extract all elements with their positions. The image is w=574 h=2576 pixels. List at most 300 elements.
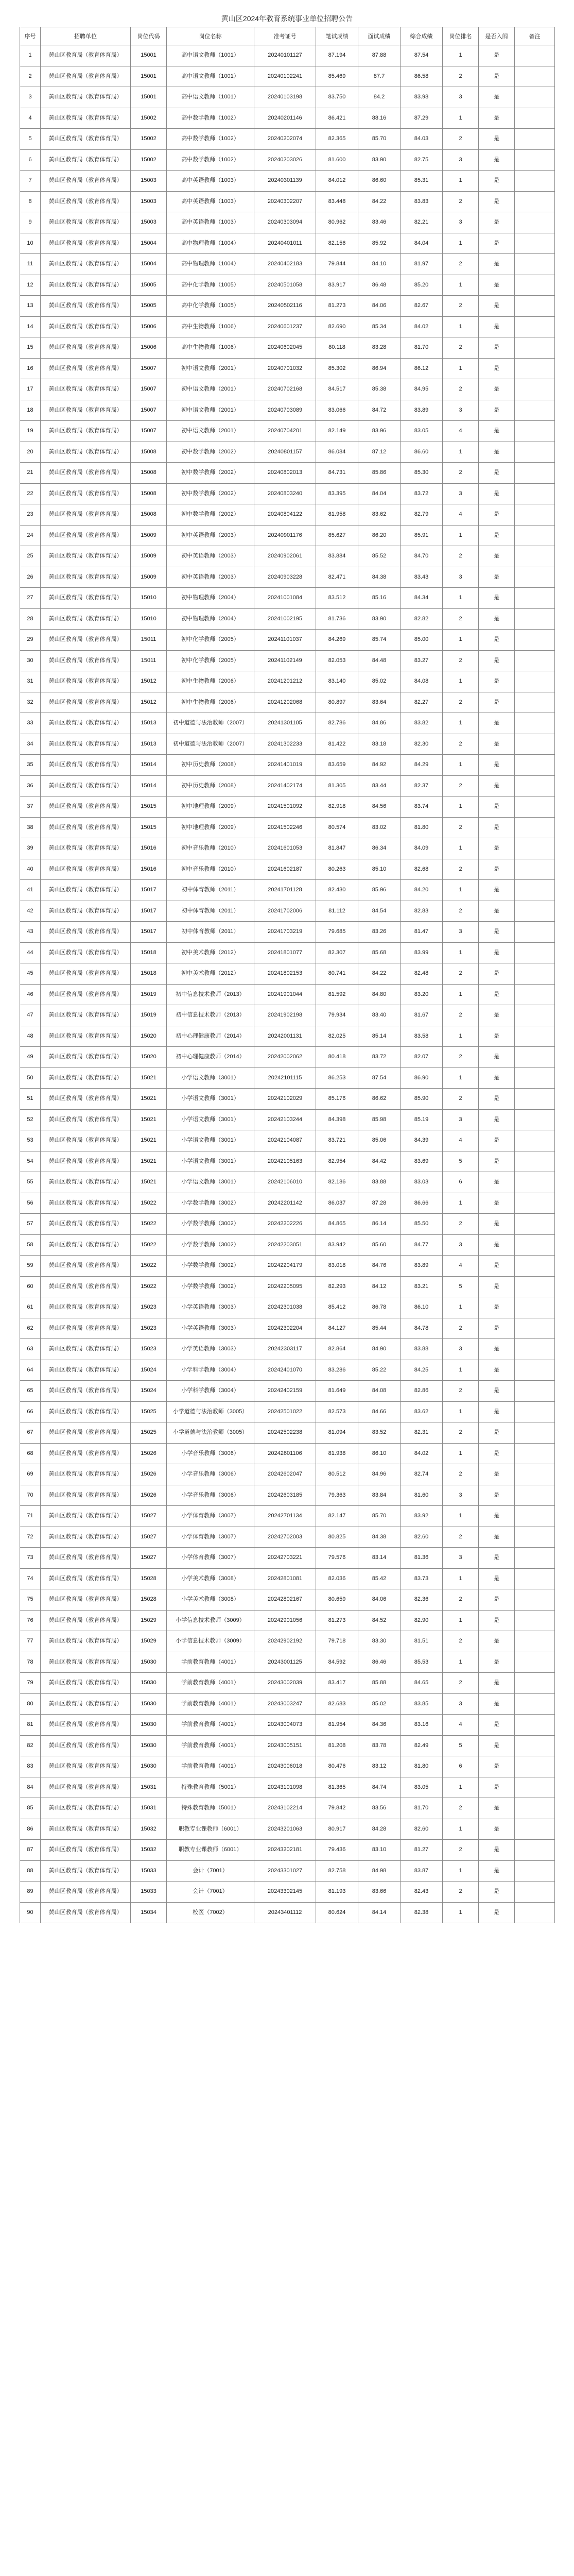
cell-no: 26 (20, 567, 41, 588)
cell-code: 15005 (131, 275, 167, 296)
cell-code: 15023 (131, 1339, 167, 1360)
cell-code: 15004 (131, 233, 167, 254)
header-rank: 岗位排名 (443, 27, 479, 45)
cell-status: 是 (479, 1172, 515, 1193)
cell-code: 15003 (131, 212, 167, 233)
table-row (20, 922, 555, 943)
cell-post: 初中信息技术教师（2013） (167, 1005, 254, 1026)
cell-interview: 85.22 (358, 1360, 401, 1381)
cell-exam-no: 20240402183 (254, 254, 316, 275)
cell-written: 82.186 (316, 1172, 358, 1193)
cell-rank: 1 (443, 525, 479, 546)
cell-no: 53 (20, 1130, 41, 1151)
cell-post: 高中数学教师（1002） (167, 108, 254, 129)
cell-note (515, 901, 555, 922)
cell-rank: 4 (443, 1715, 479, 1736)
cell-written: 83.018 (316, 1256, 358, 1277)
table-row (20, 880, 555, 901)
cell-written: 82.573 (316, 1401, 358, 1422)
cell-exam-no: 20243004073 (254, 1715, 316, 1736)
cell-rank: 2 (443, 1214, 479, 1235)
table-row (20, 1089, 555, 1110)
cell-rank: 2 (443, 608, 479, 630)
cell-status: 是 (479, 525, 515, 546)
cell-post: 初中心理健康教师（2014） (167, 1026, 254, 1047)
cell-post: 小学语文教师（3001） (167, 1151, 254, 1172)
cell-no: 31 (20, 671, 41, 692)
score-table (20, 27, 555, 1923)
cell-code: 15012 (131, 692, 167, 713)
cell-interview: 86.78 (358, 1297, 401, 1318)
cell-total: 85.91 (401, 525, 443, 546)
cell-note (515, 1297, 555, 1318)
cell-code: 15021 (131, 1089, 167, 1110)
cell-total: 87.29 (401, 108, 443, 129)
cell-no: 33 (20, 713, 41, 734)
cell-code: 15032 (131, 1840, 167, 1861)
cell-exam-no: 20241202068 (254, 692, 316, 713)
cell-code: 15028 (131, 1589, 167, 1611)
cell-written: 83.721 (316, 1130, 358, 1151)
cell-exam-no: 20242201142 (254, 1193, 316, 1214)
cell-code: 15033 (131, 1860, 167, 1882)
cell-exam-no: 20240803240 (254, 483, 316, 504)
cell-code: 15023 (131, 1318, 167, 1339)
cell-code: 15025 (131, 1401, 167, 1422)
cell-post: 初中美术教师（2012） (167, 963, 254, 985)
cell-post: 初中音乐教师（2010） (167, 838, 254, 859)
cell-exam-no: 20242502238 (254, 1422, 316, 1444)
cell-note (515, 463, 555, 484)
cell-rank: 2 (443, 1089, 479, 1110)
cell-exam-no: 20240103198 (254, 87, 316, 108)
cell-code: 15015 (131, 817, 167, 838)
cell-interview: 85.16 (358, 588, 401, 609)
cell-no: 35 (20, 755, 41, 776)
cell-note (515, 483, 555, 504)
cell-interview: 84.04 (358, 483, 401, 504)
cell-total: 82.60 (401, 1819, 443, 1840)
cell-code: 15018 (131, 963, 167, 985)
cell-rank: 1 (443, 1506, 479, 1527)
cell-unit: 黄山区教育局（教育体育局） (41, 1005, 131, 1026)
cell-post: 会计（7001） (167, 1860, 254, 1882)
cell-unit: 黄山区教育局（教育体育局） (41, 1297, 131, 1318)
cell-note (515, 1568, 555, 1589)
cell-code: 15026 (131, 1443, 167, 1464)
cell-no: 13 (20, 296, 41, 317)
cell-rank: 1 (443, 630, 479, 651)
cell-written: 83.512 (316, 588, 358, 609)
cell-status: 是 (479, 1902, 515, 1923)
header-code: 岗位代码 (131, 27, 167, 45)
cell-code: 15014 (131, 775, 167, 796)
cell-code: 15033 (131, 1882, 167, 1903)
cell-no: 22 (20, 483, 41, 504)
table-header-row (20, 27, 555, 45)
cell-no: 84 (20, 1777, 41, 1798)
cell-interview: 83.10 (358, 1840, 401, 1861)
cell-exam-no: 20242303117 (254, 1339, 316, 1360)
cell-status: 是 (479, 442, 515, 463)
cell-no: 11 (20, 254, 41, 275)
cell-written: 84.517 (316, 379, 358, 400)
cell-interview: 84.90 (358, 1339, 401, 1360)
cell-total: 84.04 (401, 233, 443, 254)
cell-written: 80.659 (316, 1589, 358, 1611)
cell-no: 79 (20, 1673, 41, 1694)
cell-rank: 3 (443, 1548, 479, 1569)
cell-exam-no: 20240303094 (254, 212, 316, 233)
cell-no: 74 (20, 1568, 41, 1589)
table-body (20, 45, 555, 1923)
cell-no: 56 (20, 1193, 41, 1214)
cell-interview: 85.98 (358, 1109, 401, 1130)
cell-code: 15007 (131, 421, 167, 442)
cell-code: 15031 (131, 1798, 167, 1819)
cell-unit: 黄山区教育局（教育体育局） (41, 671, 131, 692)
cell-code: 15030 (131, 1756, 167, 1777)
table-row (20, 567, 555, 588)
cell-exam-no: 20242501022 (254, 1401, 316, 1422)
cell-code: 15007 (131, 400, 167, 421)
table-row (20, 1840, 555, 1861)
cell-post: 小学体育教师（3007） (167, 1506, 254, 1527)
cell-no: 86 (20, 1819, 41, 1840)
cell-note (515, 1089, 555, 1110)
cell-interview: 83.44 (358, 775, 401, 796)
cell-status: 是 (479, 1026, 515, 1047)
cell-no: 60 (20, 1276, 41, 1297)
cell-post: 小学语文教师（3001） (167, 1089, 254, 1110)
cell-status: 是 (479, 1798, 515, 1819)
cell-no: 37 (20, 796, 41, 818)
cell-exam-no: 20242202226 (254, 1214, 316, 1235)
cell-post: 高中语文教师（1001） (167, 87, 254, 108)
cell-interview: 84.52 (358, 1610, 401, 1631)
cell-rank: 3 (443, 212, 479, 233)
cell-interview: 84.72 (358, 400, 401, 421)
cell-note (515, 1234, 555, 1256)
cell-no: 19 (20, 421, 41, 442)
cell-exam-no: 20243401112 (254, 1902, 316, 1923)
cell-status: 是 (479, 1130, 515, 1151)
header-status: 是否入闱 (479, 27, 515, 45)
cell-status: 是 (479, 1631, 515, 1652)
cell-exam-no: 20241602187 (254, 859, 316, 880)
cell-interview: 84.98 (358, 1860, 401, 1882)
cell-exam-no: 20240501058 (254, 275, 316, 296)
cell-unit: 黄山区教育局（教育体育局） (41, 1527, 131, 1548)
cell-post: 高中英语教师（1003） (167, 212, 254, 233)
cell-rank: 3 (443, 567, 479, 588)
cell-total: 82.48 (401, 963, 443, 985)
cell-interview: 85.34 (358, 316, 401, 337)
cell-written: 81.094 (316, 1422, 358, 1444)
cell-code: 15030 (131, 1673, 167, 1694)
cell-status: 是 (479, 650, 515, 671)
cell-post: 高中物理教师（1004） (167, 254, 254, 275)
cell-rank: 2 (443, 463, 479, 484)
cell-no: 80 (20, 1693, 41, 1715)
cell-post: 高中数学教师（1002） (167, 149, 254, 171)
cell-written: 82.149 (316, 421, 358, 442)
cell-interview: 85.14 (358, 1026, 401, 1047)
cell-no: 39 (20, 838, 41, 859)
cell-unit: 黄山区教育局（教育体育局） (41, 755, 131, 776)
cell-exam-no: 20241301105 (254, 713, 316, 734)
cell-exam-no: 20241502246 (254, 817, 316, 838)
cell-note (515, 671, 555, 692)
cell-interview: 83.56 (358, 1798, 401, 1819)
table-row (20, 1047, 555, 1068)
table-row (20, 1715, 555, 1736)
cell-interview: 86.10 (358, 1443, 401, 1464)
cell-total: 86.12 (401, 358, 443, 379)
cell-code: 15008 (131, 442, 167, 463)
cell-exam-no: 20240901176 (254, 525, 316, 546)
cell-total: 82.27 (401, 692, 443, 713)
cell-unit: 黄山区教育局（教育体育局） (41, 379, 131, 400)
table-row (20, 755, 555, 776)
cell-post: 初中英语教师（2003） (167, 525, 254, 546)
cell-interview: 83.66 (358, 1882, 401, 1903)
table-row (20, 1422, 555, 1444)
cell-exam-no: 20242106010 (254, 1172, 316, 1193)
cell-status: 是 (479, 817, 515, 838)
cell-total: 82.38 (401, 1902, 443, 1923)
cell-unit: 黄山区教育局（教育体育局） (41, 1715, 131, 1736)
cell-rank: 1 (443, 1193, 479, 1214)
cell-total: 84.25 (401, 1360, 443, 1381)
cell-post: 学前教育教师（4001） (167, 1735, 254, 1756)
cell-unit: 黄山区教育局（教育体育局） (41, 1339, 131, 1360)
cell-unit: 黄山区教育局（教育体育局） (41, 525, 131, 546)
cell-unit: 黄山区教育局（教育体育局） (41, 984, 131, 1005)
cell-interview: 84.38 (358, 567, 401, 588)
cell-exam-no: 20242204179 (254, 1256, 316, 1277)
cell-written: 80.476 (316, 1756, 358, 1777)
cell-total: 84.70 (401, 546, 443, 567)
cell-exam-no: 20241002195 (254, 608, 316, 630)
cell-unit: 黄山区教育局（教育体育局） (41, 296, 131, 317)
cell-post: 小学科学教师（3004） (167, 1381, 254, 1402)
cell-note (515, 379, 555, 400)
cell-interview: 84.06 (358, 1589, 401, 1611)
cell-written: 82.690 (316, 316, 358, 337)
cell-written: 84.269 (316, 630, 358, 651)
cell-interview: 87.7 (358, 66, 401, 87)
cell-unit: 黄山区教育局（教育体育局） (41, 45, 131, 66)
cell-interview: 83.96 (358, 421, 401, 442)
cell-no: 90 (20, 1902, 41, 1923)
cell-note (515, 421, 555, 442)
cell-no: 72 (20, 1527, 41, 1548)
cell-code: 15011 (131, 650, 167, 671)
cell-post: 小学数学教师（3002） (167, 1234, 254, 1256)
cell-no: 5 (20, 129, 41, 150)
cell-interview: 84.22 (358, 963, 401, 985)
cell-unit: 黄山区教育局（教育体育局） (41, 191, 131, 212)
cell-exam-no: 20242002062 (254, 1047, 316, 1068)
cell-code: 15020 (131, 1047, 167, 1068)
cell-post: 校医（7002） (167, 1902, 254, 1923)
cell-note (515, 963, 555, 985)
table-row (20, 442, 555, 463)
cell-unit: 黄山区教育局（教育体育局） (41, 66, 131, 87)
cell-rank: 2 (443, 337, 479, 359)
cell-code: 15002 (131, 149, 167, 171)
cell-note (515, 358, 555, 379)
table-row (20, 1610, 555, 1631)
cell-unit: 黄山区教育局（教育体育局） (41, 275, 131, 296)
cell-written: 86.084 (316, 442, 358, 463)
cell-interview: 83.46 (358, 212, 401, 233)
cell-written: 81.208 (316, 1735, 358, 1756)
cell-unit: 黄山区教育局（教育体育局） (41, 316, 131, 337)
cell-no: 57 (20, 1214, 41, 1235)
cell-exam-no: 20241201212 (254, 671, 316, 692)
cell-code: 15013 (131, 713, 167, 734)
cell-total: 84.78 (401, 1318, 443, 1339)
cell-rank: 3 (443, 1109, 479, 1130)
cell-interview: 84.38 (358, 1527, 401, 1548)
cell-no: 64 (20, 1360, 41, 1381)
cell-post: 高中语文教师（1001） (167, 45, 254, 66)
cell-written: 83.140 (316, 671, 358, 692)
cell-post: 高中英语教师（1003） (167, 171, 254, 192)
cell-exam-no: 20240202074 (254, 129, 316, 150)
cell-rank: 3 (443, 1339, 479, 1360)
cell-code: 15007 (131, 379, 167, 400)
cell-unit: 黄山区教育局（教育体育局） (41, 817, 131, 838)
cell-note (515, 880, 555, 901)
cell-post: 小学道德与法治教师（3005） (167, 1401, 254, 1422)
table-row (20, 796, 555, 818)
cell-unit: 黄山区教育局（教育体育局） (41, 796, 131, 818)
cell-exam-no: 20240804122 (254, 504, 316, 526)
cell-status: 是 (479, 755, 515, 776)
cell-note (515, 1005, 555, 1026)
cell-note (515, 650, 555, 671)
cell-written: 84.398 (316, 1109, 358, 1130)
cell-note (515, 1443, 555, 1464)
cell-written: 79.363 (316, 1485, 358, 1506)
cell-written: 79.842 (316, 1798, 358, 1819)
cell-code: 15013 (131, 734, 167, 755)
cell-rank: 2 (443, 254, 479, 275)
cell-written: 80.825 (316, 1527, 358, 1548)
cell-status: 是 (479, 796, 515, 818)
cell-note (515, 171, 555, 192)
cell-code: 15001 (131, 45, 167, 66)
table-row (20, 984, 555, 1005)
cell-unit: 黄山区教育局（教育体育局） (41, 1902, 131, 1923)
cell-note (515, 149, 555, 171)
cell-total: 82.37 (401, 775, 443, 796)
cell-unit: 黄山区教育局（教育体育局） (41, 1401, 131, 1422)
cell-written: 83.417 (316, 1673, 358, 1694)
cell-interview: 84.14 (358, 1902, 401, 1923)
table-row (20, 817, 555, 838)
cell-note (515, 1193, 555, 1214)
cell-status: 是 (479, 963, 515, 985)
table-row (20, 963, 555, 985)
cell-total: 82.83 (401, 901, 443, 922)
cell-no: 50 (20, 1067, 41, 1089)
document-title: 黄山区2024年教育系统事业单位招聘公告 (221, 14, 353, 23)
cell-no: 27 (20, 588, 41, 609)
table-row (20, 463, 555, 484)
cell-unit: 黄山区教育局（教育体育局） (41, 1318, 131, 1339)
table-row (20, 1172, 555, 1193)
cell-written: 83.942 (316, 1234, 358, 1256)
cell-written: 82.025 (316, 1026, 358, 1047)
cell-status: 是 (479, 149, 515, 171)
cell-no: 88 (20, 1860, 41, 1882)
cell-no: 45 (20, 963, 41, 985)
table-row (20, 1005, 555, 1026)
cell-written: 83.286 (316, 1360, 358, 1381)
cell-written: 80.741 (316, 963, 358, 985)
cell-note (515, 442, 555, 463)
cell-total: 86.90 (401, 1067, 443, 1089)
cell-no: 59 (20, 1256, 41, 1277)
table-row (20, 1067, 555, 1089)
table-row (20, 233, 555, 254)
cell-exam-no: 20242105163 (254, 1151, 316, 1172)
cell-total: 83.62 (401, 1401, 443, 1422)
cell-code: 15029 (131, 1610, 167, 1631)
cell-interview: 85.44 (358, 1318, 401, 1339)
cell-no: 8 (20, 191, 41, 212)
cell-note (515, 87, 555, 108)
cell-total: 81.80 (401, 1756, 443, 1777)
table-row (20, 1652, 555, 1673)
cell-written: 81.600 (316, 149, 358, 171)
table-row (20, 421, 555, 442)
cell-exam-no: 20241102149 (254, 650, 316, 671)
cell-note (515, 525, 555, 546)
cell-note (515, 1339, 555, 1360)
cell-written: 81.736 (316, 608, 358, 630)
table-row (20, 296, 555, 317)
cell-written: 82.156 (316, 233, 358, 254)
table-row (20, 1109, 555, 1130)
cell-total: 83.27 (401, 650, 443, 671)
cell-code: 15022 (131, 1256, 167, 1277)
table-row (20, 588, 555, 609)
table-row (20, 1214, 555, 1235)
cell-code: 15027 (131, 1506, 167, 1527)
cell-note (515, 66, 555, 87)
cell-post: 初中地理教师（2009） (167, 817, 254, 838)
cell-exam-no: 20240802013 (254, 463, 316, 484)
cell-exam-no: 20242703221 (254, 1548, 316, 1569)
cell-written: 83.066 (316, 400, 358, 421)
cell-post: 高中生物教师（1006） (167, 337, 254, 359)
header-no: 序号 (20, 27, 41, 45)
table-row (20, 671, 555, 692)
cell-total: 86.60 (401, 442, 443, 463)
cell-code: 15021 (131, 1109, 167, 1130)
cell-interview: 84.42 (358, 1151, 401, 1172)
cell-rank: 1 (443, 1297, 479, 1318)
table-row (20, 1026, 555, 1047)
cell-status: 是 (479, 1151, 515, 1172)
cell-no: 68 (20, 1443, 41, 1464)
cell-interview: 84.48 (358, 650, 401, 671)
